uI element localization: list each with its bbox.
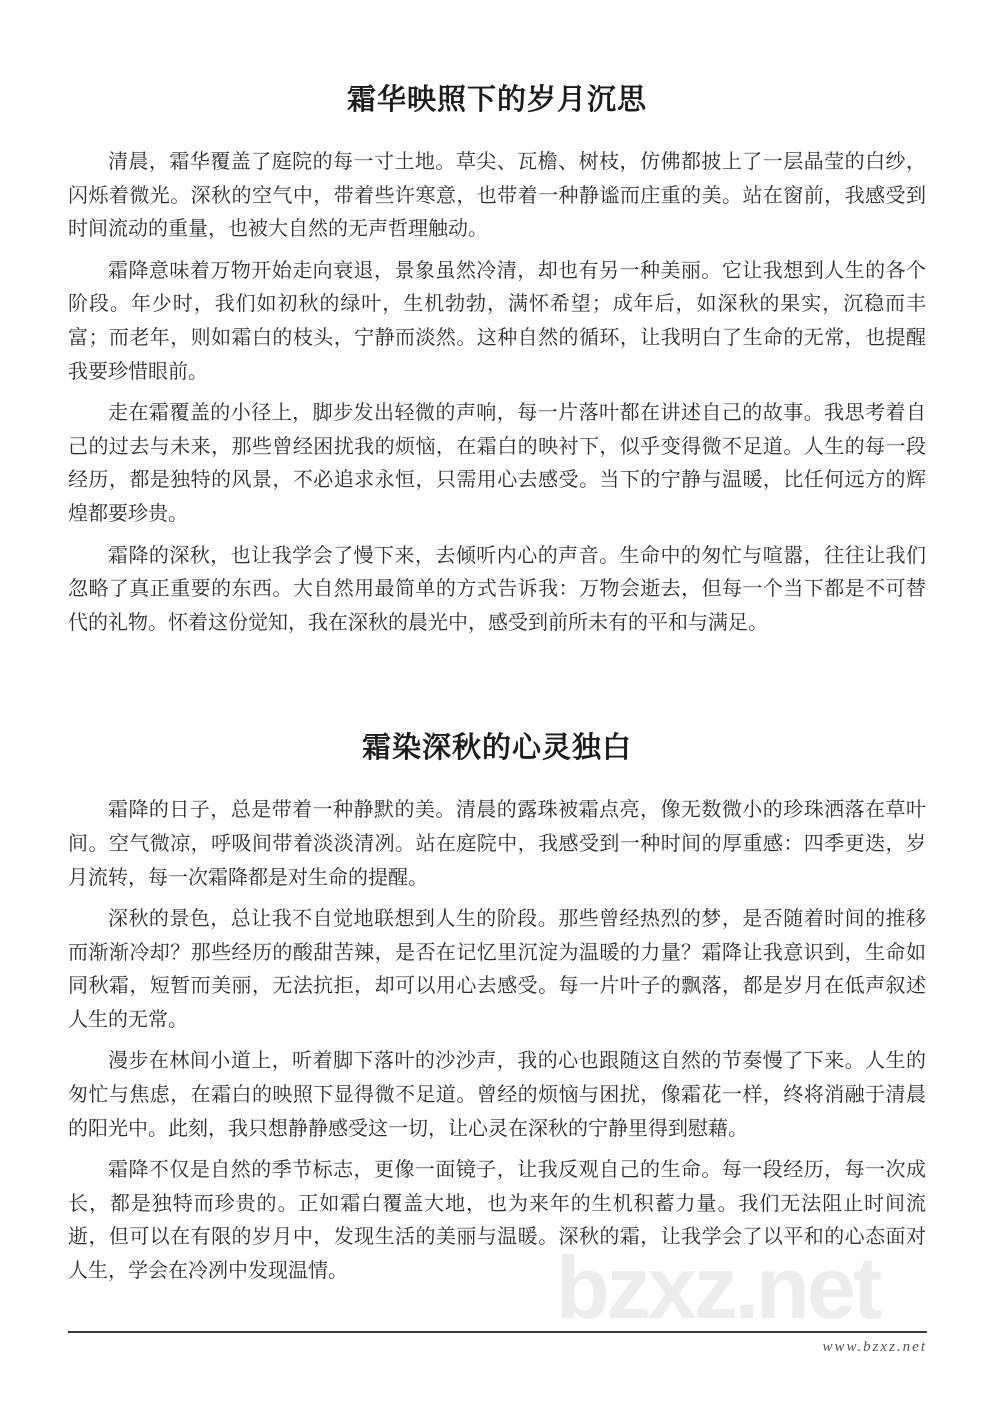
article-paragraph: 霜降的深秋，也让我学会了慢下来，去倾听内心的声音。生命中的匆忙与喧嚣，往往让我们忽略了真正重要的东西。大自然用最简单的方式告诉我：万物会逝去，但每一个当下都是不可替代的礼物。怀着这份觉知，我在深秋的晨光中，感受到前所未有的平和与满足。	[68, 544, 926, 634]
article-paragraph: 深秋的景色，总让我不自觉地联想到人生的阶段。那些曾经热烈的梦，是否随着时间的推移而渐渐冷却？那些经历的酸甜苦辣，是否在记忆里沉淀为温暖的力量？霜降让我意识到，生命如同秋霜，短暂而美丽，无法抗拒，却可以用心去感受。每一片叶子的飘落，都是岁月在低声叙述人生的无常。	[68, 908, 926, 1031]
watermark-logo: bzxz.net	[556, 1238, 880, 1337]
document-page	[68, 0, 926, 1297]
article-paragraph: 清晨，霜华覆盖了庭院的每一寸土地。草尖、瓦檐、树枝，仿佛都披上了一层晶莹的白纱，闪烁着微光。深秋的空气中，带着些许寒意，也带着一种静谧而庄重的美。站在窗前，我感受到时间流动的重量，也被大自然的无声哲理触动。	[68, 151, 926, 241]
article-paragraph: 霜降不仅是自然的季节标志，更像一面镜子，让我反观自己的生命。每一段经历，每一次成长，都是独特而珍贵的。正如霜白覆盖大地，也为来年的生机积蓄力量。我们无法阻止时间流逝，但可以在有限的岁月中，发现生活的美丽与温暖。深秋的霜，让我学会了以平和的心态面对人生，学会在冷冽中发现温情。	[68, 1159, 926, 1283]
article-title: 霜华映照下的岁月沉思	[346, 84, 647, 116]
footer-url: www.bzxz.net	[822, 1339, 927, 1355]
article-paragraph: 走在霜覆盖的小径上，脚步发出轻微的声响，每一片落叶都在讲述自己的故事。我思考着自己的过去与未来，那些曾经困扰我的烦恼，在霜白的映衬下，似乎变得微不足道。人生的每一段经历，都是独特的风景，不必追求永恒，只需用心去感受。当下的宁静与温暖，比任何远方的辉煌都要珍贵。	[68, 402, 926, 525]
article-title: 霜染深秋的心灵独白	[361, 732, 632, 765]
article-paragraph: 霜降意味着万物开始走向衰退，景象虽然冷清，却也有另一种美丽。它让我想到人生的各个阶段。年少时，我们如初秋的绿叶，生机勃勃，满怀希望；成年后，如深秋的果实，沉稳而丰富；而老年，则如霜白的枝头，宁静而淡然。这种自然的循环，让我明白了生命的无常，也提醒我要珍惜眼前。	[68, 259, 926, 383]
article-paragraph: 霜降的日子，总是带着一种静默的美。清晨的露珠被霜点亮，像无数微小的珍珠洒落在草叶间。空气微凉，呼吸间带着淡淡清冽。站在庭院中，我感受到一种时间的厚重感：四季更迭，岁月流转，每一次霜降都是对生命的提醒。	[68, 799, 926, 889]
article-paragraph: 漫步在林间小道上，听着脚下落叶的沙沙声，我的心也跟随这自然的节奏慢了下来。人生的匆忙与焦虑，在霜白的映照下显得微不足道。曾经的烦恼与困扰，像霜花一样，终将消融于清晨的阳光中。此刻，我只想静静感受这一切，让心灵在深秋的宁静里得到慰藉。	[68, 1050, 926, 1140]
article-frost-monologue	[68, 730, 926, 1288]
footer-divider	[68, 1331, 927, 1333]
article-frost-reflection	[68, 82, 926, 640]
